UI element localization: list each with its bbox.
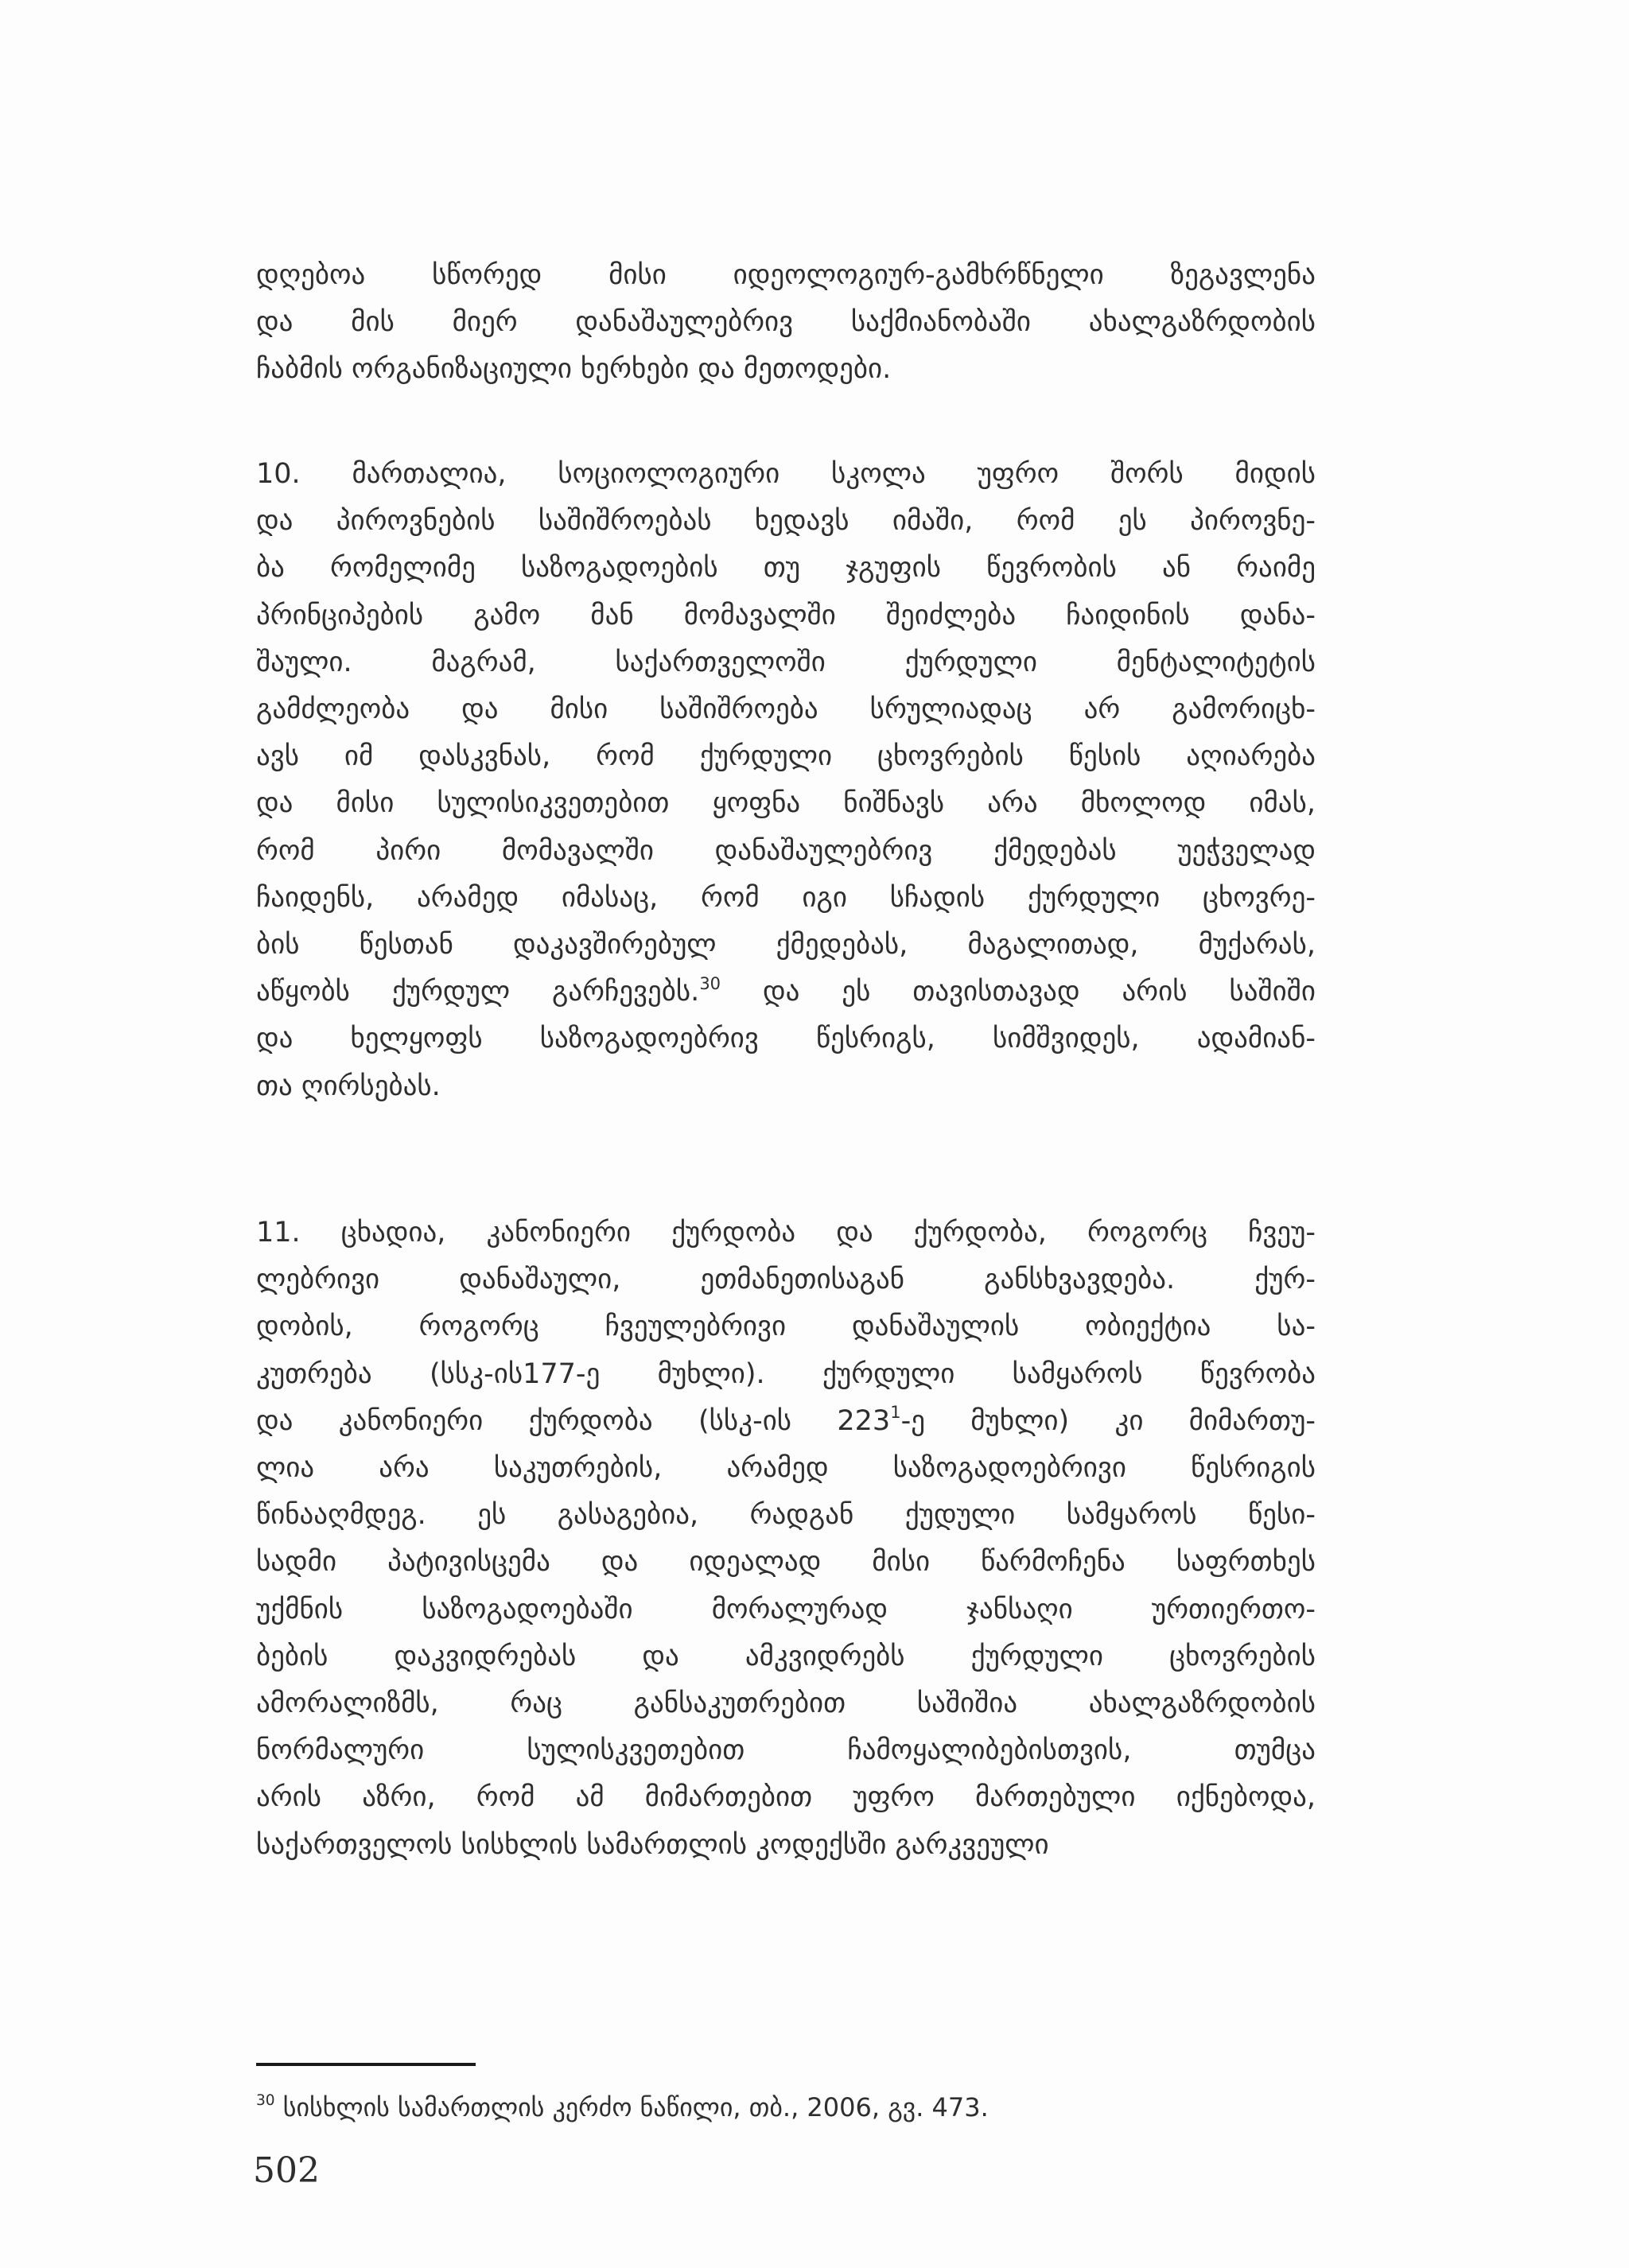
text-line <box>256 251 1316 299</box>
text-segment: წინააღმდეგ. ეს გასაგებია, რადგან ქუდული სამყაროს წესი- <box>256 1499 1316 1532</box>
footnote-text: სისხლის სამართლის კერძო ნაწილი, თბ., 2006, გვ. 473. <box>274 2092 989 2122</box>
text-line <box>256 685 1316 733</box>
footnote-reference: 30 <box>699 973 721 993</box>
page-number: 502 <box>253 2150 320 2191</box>
text-line <box>256 1726 1316 1774</box>
text-line <box>256 450 1316 498</box>
text-line <box>256 1444 1316 1492</box>
text-line <box>256 1821 1316 1869</box>
text-segment: დღებოა სწორედ მისი იდეოლოგიურ-გამხრწნელი ზეგავლენა <box>256 259 1316 291</box>
text-segment: ბების დაკვიდრებას და ამკვიდრებს ქურდული ცხოვრების <box>256 1640 1316 1672</box>
text-line <box>256 732 1316 780</box>
text-segment: 11. ცხადია, კანონიერი ქურდობა და ქურდობა, როგორც ჩვეუ- <box>256 1217 1316 1249</box>
text-line <box>256 639 1316 686</box>
text-segment: ამორალიზმს, რაც განსაკუთრებით საშიშია ახალგაზრდობის <box>256 1687 1316 1719</box>
text-line <box>256 1303 1316 1350</box>
text-segment: შაული. მაგრამ, საქართველოში ქურდული მენტალიტეტის <box>256 646 1316 678</box>
text-segment: -ე მუხლი) კი მიმართუ- <box>900 1404 1316 1437</box>
text-segment: გამძლეობა და მისი საშიშროება სრულიადაც არ გამორიცხ- <box>256 693 1316 725</box>
footnote-30 <box>256 2085 1316 2130</box>
text-line <box>256 1538 1316 1586</box>
footnote-number: 30 <box>256 2092 275 2110</box>
text-line <box>256 1586 1316 1633</box>
text-segment: კუთრება (სსკ-ის177-ე მუხლი). ქურდული სამყაროს წევრობა <box>256 1357 1316 1390</box>
text-segment: ლია არა საკუთრების, არამედ საზოგადოებრივი წესრიგის <box>256 1452 1316 1484</box>
text-segment: და კანონიერი ქურდობა (სსკ-ის 223 <box>256 1404 891 1437</box>
footnote-reference: 1 <box>890 1403 901 1423</box>
text-line <box>256 779 1316 827</box>
text-segment: თა ღირსებას. <box>256 1070 441 1102</box>
text-segment: ლებრივი დანაშაული, ეთმანეთისაგან განსხვავდება. ქურ- <box>256 1264 1316 1296</box>
text-line <box>256 874 1316 922</box>
text-segment: ჩაბმის ორგანიზაციული ხერხები და მეთოდები. <box>256 353 892 386</box>
text-segment: და მისი სულისიკვეთებით ყოფნა ნიშნავს არა მხოლოდ იმას, <box>256 787 1316 820</box>
text-segment: ნორმალური სულისკვეთებით ჩამოყალიბებისთვის, თუმცა <box>256 1734 1316 1767</box>
text-segment: რომ პირი მომავალში დანაშაულებრივ ქმედებას უეჭველად <box>256 834 1316 867</box>
text-segment: ავს იმ დასკვნას, რომ ქურდული ცხოვრების წესის აღიარება <box>256 740 1316 773</box>
text-segment: პრინციპების გამო მან მომავალში შეიძლება ჩაიდინის დანა- <box>256 599 1316 631</box>
text-segment: ჩაიდენს, არამედ იმასაც, რომ იგი სჩადის ქურდული ცხოვრე- <box>256 881 1316 914</box>
text-line <box>256 497 1316 545</box>
text-line <box>256 544 1316 592</box>
text-segment: და პიროვნების საშიშროებას ხედავს იმაში, რომ ეს პიროვნე- <box>256 505 1316 538</box>
text-segment: საქართველოს სისხლის სამართლის კოდექსში გარკვეული <box>256 1828 1049 1861</box>
text-segment: და მის მიერ დანაშაულებრივ საქმიანობაში ახალგაზრდობის <box>256 306 1316 339</box>
text-line <box>256 1350 1316 1398</box>
text-line <box>256 827 1316 875</box>
text-line <box>256 1680 1316 1727</box>
text-line <box>256 1256 1316 1303</box>
text-line <box>256 1397 1316 1445</box>
text-segment: დობის, როგორც ჩვეულებრივი დანაშაულის ობიექტია სა- <box>256 1311 1316 1343</box>
text-segment: და ხელყოფს საზოგადოებრივ წესრიგს, სიმშვიდეს, ადამიან- <box>256 1023 1316 1055</box>
text-line <box>256 345 1316 393</box>
text-line <box>256 1773 1316 1821</box>
text-line <box>256 1209 1316 1256</box>
text-segment: აწყობს ქურდულ გარჩევებს. <box>256 976 700 1008</box>
text-line <box>256 1015 1316 1062</box>
text-segment: ბის წესთან დაკავშირებულ ქმედებას, მაგალითად, მუქარას, <box>256 929 1316 961</box>
text-line <box>256 592 1316 639</box>
text-line <box>256 298 1316 346</box>
text-line <box>256 1491 1316 1539</box>
text-line <box>256 1633 1316 1680</box>
text-line <box>256 968 1316 1016</box>
text-segment: არის აზრი, რომ ამ მიმართებით უფრო მართებული იქნებოდა, <box>256 1781 1316 1814</box>
text-line <box>256 1062 1316 1110</box>
text-segment: ბა რომელიმე საზოგადოების თუ ჯგუფის წევრობის ან რაიმე <box>256 552 1316 584</box>
text-segment: 10. მართალია, სოციოლოგიური სკოლა უფრო შორს მიდის <box>256 458 1316 490</box>
footnote-separator-rule <box>256 2063 476 2066</box>
text-line <box>256 921 1316 969</box>
text-segment: სადმი პატივისცემა და იდეალად მისი წარმოჩენა საფრთხეს <box>256 1546 1316 1579</box>
text-segment: და ეს თავისთავად არის საშიში <box>721 976 1316 1008</box>
text-segment: უქმნის საზოგადოებაში მორალურად ჯანსაღი ურთიერთო- <box>256 1593 1316 1625</box>
